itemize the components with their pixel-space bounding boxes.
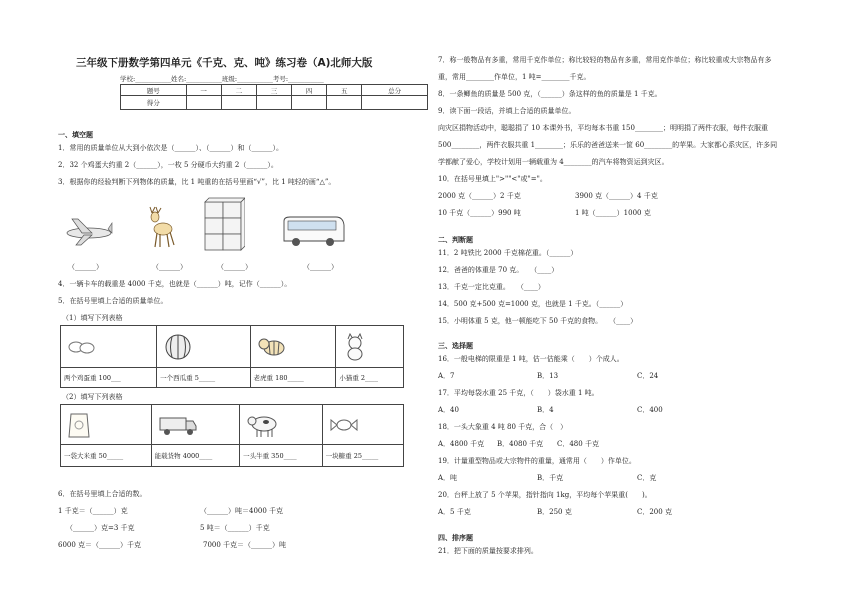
score-cell[interactable] bbox=[292, 96, 327, 110]
score-cell[interactable] bbox=[221, 96, 256, 110]
question-19: 19．计量重型物品或大宗物件的重量，通常用（ ）作单位。 bbox=[438, 457, 636, 465]
section-heading-choice: 三、选择题 bbox=[438, 341, 473, 350]
question-14[interactable]: 14．500 克+500 克=1000 克，也就是 1 千克。（______） bbox=[438, 300, 628, 308]
q17-option-c[interactable]: C．400 bbox=[637, 406, 663, 414]
candy-image-cell bbox=[322, 405, 403, 445]
kitten-icon bbox=[342, 333, 368, 361]
cow-icon bbox=[246, 412, 280, 438]
question-6: 6．在括号里填上合适的数。 bbox=[58, 490, 147, 498]
deer-image bbox=[146, 205, 178, 251]
question-3: 3．根据你的经验判断下列物体的质量，比 1 吨重的在括号里画“√”，比 1 吨轻的画“△”。 bbox=[58, 178, 336, 186]
question-5-sub2: （2）填写下列表格 bbox=[62, 393, 123, 401]
q17-option-b[interactable]: B．4 bbox=[537, 406, 554, 414]
question-15[interactable]: 15．小明体重 5 克，他一顿能吃下 50 千克的食物。 （____） bbox=[438, 317, 638, 325]
score-cell[interactable] bbox=[362, 96, 428, 110]
q6-item[interactable]: 6000 克＝（______）千克 bbox=[58, 541, 142, 549]
question-18: 18．一头大象重 4 吨 80 千克，合（ ） bbox=[438, 423, 568, 431]
tiger-icon bbox=[257, 333, 287, 361]
eggs-icon bbox=[67, 337, 97, 357]
question-20: 20．台秤上放了 5 个苹果，指针指向 1kg，平均每个苹果重( )。 bbox=[438, 491, 652, 499]
q10-item[interactable]: 3900 克（______）4 千克 bbox=[575, 192, 658, 200]
q20-option-a[interactable]: A．5 千克 bbox=[438, 508, 471, 516]
table1-cell-tiger[interactable]: 老虎重 180_____ bbox=[250, 368, 336, 388]
question-13[interactable]: 13．千克一定比克重。 （____） bbox=[438, 283, 545, 291]
section-heading-judge: 二、判断题 bbox=[438, 235, 473, 244]
q16-option-a[interactable]: A．7 bbox=[438, 372, 455, 380]
q3-blank-deer[interactable]: （______） bbox=[152, 263, 187, 271]
table2-cell-cow[interactable]: 一头牛重 350____ bbox=[240, 445, 323, 467]
q9-paragraph-line2[interactable]: 500________，两件衣服共重 1________；乐乐的爸爸送来一筐 60________的苹果。大家都心系灾区，许多同 bbox=[438, 141, 778, 149]
watermelon-image-cell bbox=[157, 326, 250, 368]
q6-item[interactable]: 7000 千克＝（______）吨 bbox=[203, 541, 287, 549]
q3-blank-airplane[interactable]: （______） bbox=[68, 263, 103, 271]
unit-table-2 bbox=[60, 404, 404, 467]
question-7-line2[interactable]: 重，常用________作单位，1 吨=________千克。 bbox=[438, 73, 591, 81]
section-heading-order: 四、排序题 bbox=[438, 533, 473, 542]
q6-item[interactable]: 1 千克＝（______）克 bbox=[58, 507, 128, 515]
q6-item[interactable]: （______）吨＝4000 千克 bbox=[200, 507, 284, 515]
table2-cell-rice[interactable]: 一袋大米重 50_____ bbox=[61, 445, 152, 467]
q10-item[interactable]: 1 吨（______）1000 克 bbox=[575, 209, 651, 217]
question-11[interactable]: 11．2 吨铁比 2000 千克棉花重。（______） bbox=[438, 249, 578, 257]
q20-option-c[interactable]: C．200 克 bbox=[637, 508, 672, 516]
question-17: 17．平均每袋水重 25 千克，（ ）袋水重 1 吨。 bbox=[438, 389, 599, 397]
score-header-cell: 三 bbox=[256, 85, 291, 96]
q16-option-c[interactable]: C．24 bbox=[637, 372, 659, 380]
boxes-image bbox=[203, 196, 245, 254]
page-title: 三年级下册数学第四单元《千克、克、吨》练习卷（A)北师大版 bbox=[76, 57, 373, 69]
q10-item[interactable]: 10 千克（______）990 吨 bbox=[438, 209, 521, 217]
tiger-image-cell bbox=[250, 326, 336, 368]
question-1: 1．常用的质量单位从大到小依次是（______）、（______）和（______）。 bbox=[58, 144, 283, 152]
q19-option-c[interactable]: C．克 bbox=[637, 474, 657, 482]
table1-cell-watermelon[interactable]: 一个西瓜重 5_____ bbox=[157, 368, 250, 388]
bus-image bbox=[280, 213, 346, 251]
q6-item[interactable]: （______）克=3 千克 bbox=[66, 524, 135, 532]
score-header-cell: 四 bbox=[292, 85, 327, 96]
airplane-image bbox=[64, 215, 114, 247]
question-8[interactable]: 8．一条鲫鱼的质量是 500 克，（______）条这样的鱼的质量是 1 千克。 bbox=[438, 90, 662, 98]
q3-blank-boxes[interactable]: （______） bbox=[217, 263, 252, 271]
question-16: 16．一般电梯的限重是 1 吨，估一估能乘（ ）个成人。 bbox=[438, 355, 624, 363]
kitten-image-cell bbox=[336, 326, 404, 368]
q3-blank-bus[interactable]: （______） bbox=[303, 263, 338, 271]
unit-table-1 bbox=[60, 325, 404, 388]
q9-paragraph-line1[interactable]: 向灾区捐物活动中，聪聪捐了 10 本课外书，平均每本书重 150________；明明捐了两件衣服，每件衣服重 bbox=[438, 124, 768, 132]
score-cell[interactable] bbox=[256, 96, 291, 110]
q18-option-b[interactable]: B．4080 千克 bbox=[497, 440, 544, 448]
truck-icon bbox=[158, 413, 198, 437]
question-12[interactable]: 12．爸爸的体重是 70 克。 （____） bbox=[438, 266, 559, 274]
table2-cell-truck[interactable]: 能载货物 4000____ bbox=[151, 445, 239, 467]
question-9: 9．读下面一段话，并填上合适的质量单位。 bbox=[438, 107, 576, 115]
score-header-cell: 一 bbox=[186, 85, 221, 96]
question-5-sub1: （1）填写下列表格 bbox=[62, 314, 123, 322]
question-2: 2．32 个鸡蛋大约重 2（______），一枚 5 分硬币大约重 2（______）。 bbox=[58, 161, 278, 169]
score-header-cell: 五 bbox=[327, 85, 362, 96]
table1-cell-eggs[interactable]: 两个鸡蛋重 100___ bbox=[61, 368, 157, 388]
student-info-line: 学校:___________姓名:___________班级:___________考号:___________ bbox=[120, 75, 324, 83]
question-10: 10．在括号里填上">""<"或"="。 bbox=[438, 175, 547, 183]
question-21: 21．把下面的质量按要求排列。 bbox=[438, 547, 538, 555]
q18-option-a[interactable]: A．4800 千克 bbox=[438, 440, 485, 448]
watermelon-icon bbox=[163, 332, 193, 362]
q17-option-a[interactable]: A．40 bbox=[438, 406, 459, 414]
q19-option-a[interactable]: A．吨 bbox=[438, 474, 458, 482]
rice-bag-icon bbox=[67, 410, 91, 440]
section-heading-fill: 一、填空题 bbox=[58, 130, 93, 139]
table1-cell-kitten[interactable]: 小猫重 2____ bbox=[336, 368, 404, 388]
rice-bag-image-cell bbox=[61, 405, 152, 445]
score-table bbox=[120, 84, 428, 110]
candy-icon bbox=[329, 417, 359, 433]
score-header-cell: 二 bbox=[221, 85, 256, 96]
q9-paragraph-line3[interactable]: 学都献了爱心，学校计划用一辆载重为 4________的汽车将物资运到灾区。 bbox=[438, 158, 669, 166]
q10-item[interactable]: 2000 克（______）2 千克 bbox=[438, 192, 521, 200]
question-7-line1: 7．称一般物品有多重，常用千克作单位；称比较轻的物品有多重，常用克作单位；称比较重或大宗物品有多 bbox=[438, 56, 772, 64]
table2-cell-candy[interactable]: 一块糖重 25_____ bbox=[322, 445, 403, 467]
q20-option-b[interactable]: B．250 克 bbox=[537, 508, 572, 516]
question-5: 5．在括号里填上合适的质量单位。 bbox=[58, 297, 168, 305]
question-4: 4．一辆卡车的载重是 4000 千克，也就是（______）吨，记作（______）。 bbox=[58, 280, 292, 288]
truck-image-cell bbox=[151, 405, 239, 445]
q18-option-c[interactable]: C．480 千克 bbox=[557, 440, 599, 448]
score-cell[interactable] bbox=[186, 96, 221, 110]
score-header-cell: 题号 bbox=[121, 85, 187, 96]
cow-image-cell bbox=[240, 405, 323, 445]
q16-option-b[interactable]: B．13 bbox=[537, 372, 559, 380]
score-row-label: 得分 bbox=[121, 96, 187, 110]
q19-option-b[interactable]: B．千克 bbox=[537, 474, 564, 482]
eggs-image-cell bbox=[61, 326, 157, 368]
score-header-cell: 总分 bbox=[362, 85, 428, 96]
score-cell[interactable] bbox=[327, 96, 362, 110]
q6-item[interactable]: 5 吨＝（______）千克 bbox=[200, 524, 270, 532]
